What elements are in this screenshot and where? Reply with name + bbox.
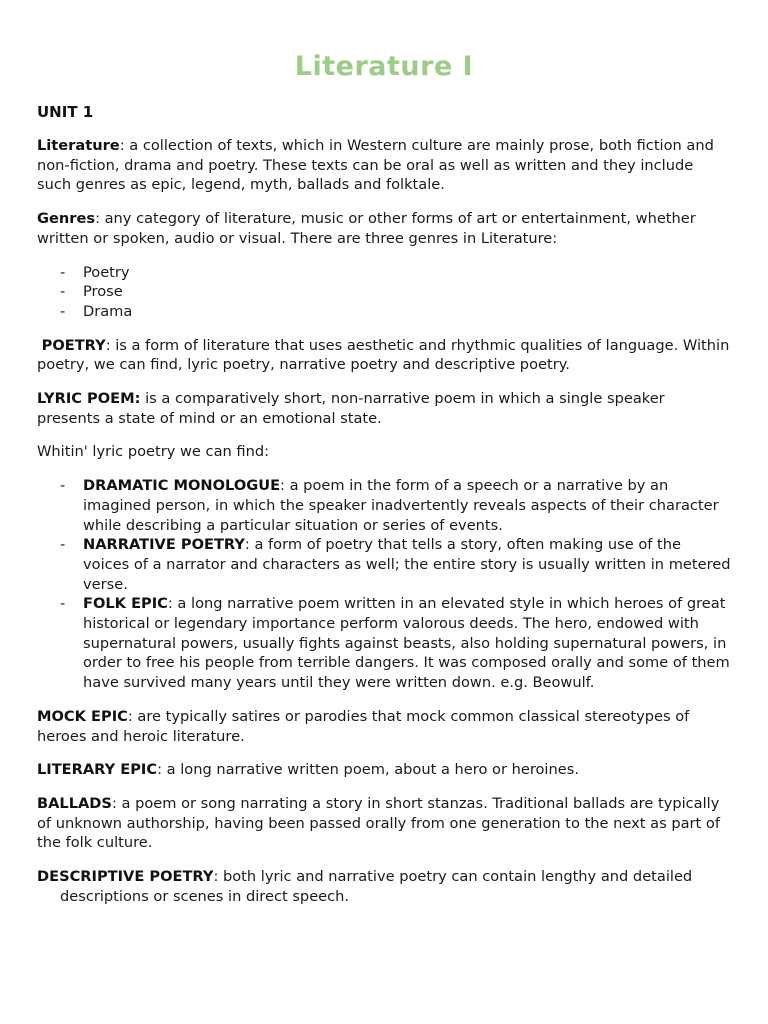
- dash-bullet: -: [60, 595, 66, 613]
- lyric-poem-term: LYRIC POEM:: [37, 390, 141, 408]
- dash-bullet: -: [60, 302, 66, 320]
- document-page: [37, 0, 731, 907]
- descriptive-poetry-term: DESCRIPTIVE POETRY: [37, 868, 214, 886]
- mock-epic-term: MOCK EPIC: [37, 707, 128, 725]
- dash-bullet: -: [60, 283, 66, 301]
- lyric-types-list: [37, 476, 731, 693]
- folk-epic-term: FOLK EPIC: [83, 595, 168, 613]
- dash-bullet: -: [60, 536, 66, 554]
- mock-epic-definition: [37, 707, 731, 746]
- folk-epic-text: : a long narrative poem written in an elevated style in which heroes of great historical or legendary importance perform valorous deeds. The hero, endowed with supernatural powers, usually fights against beasts, also holding supernatural powers, in order to free his people from terrible dangers. It was composed orally and some of them have survived many years until they were written down. e.g. Beowulf.: [83, 595, 730, 692]
- mock-epic-text: : are typically satires or parodies that mock common classical stereotypes of heroes and heroic literature.: [37, 707, 690, 745]
- genres-text: : any category of literature, music or other forms of art or entertainment, whether written or spoken, audio or visual. There are three genres in Literature:: [37, 210, 696, 247]
- list-item: [37, 263, 731, 283]
- literary-epic-text: : a long narrative written poem, about a hero or heroines.: [157, 761, 579, 779]
- list-item: [37, 302, 731, 322]
- literature-definition: [37, 136, 731, 195]
- genres-list: [37, 263, 731, 322]
- poetry-term: POETRY: [41, 336, 106, 354]
- list-item: [37, 535, 731, 594]
- list-item: [37, 594, 731, 693]
- lyric-intro: Whitin' lyric poetry we can find:: [37, 443, 270, 461]
- ballads-term: BALLADS: [37, 794, 112, 812]
- literary-epic-definition: [37, 760, 731, 780]
- list-item: [37, 476, 731, 535]
- dramatic-monologue-term: DRAMATIC MONOLOGUE: [83, 477, 281, 495]
- poetry-definition: [37, 336, 731, 375]
- literature-term: Literature: [37, 137, 120, 154]
- descriptive-poetry-definition: [37, 867, 731, 906]
- lyric-poem-text: is a comparatively short, non-narrative poem in which a single speaker presents a state of mind or an emotional state.: [37, 390, 665, 427]
- descriptive-poetry-text: : both lyric and narrative poetry can contain lengthy and detailed descriptions or scenes in direct speech.: [60, 868, 693, 905]
- narrative-poetry-text: : a form of poetry that tells a story, often making use of the voices of a narrator and characters as well; the entire story is usually written in metered verse.: [83, 536, 731, 593]
- dash-bullet: -: [60, 263, 66, 281]
- lyric-poem-definition: [37, 389, 731, 428]
- genres-term: Genres: [37, 210, 96, 228]
- dramatic-monologue-text: : a poem in the form of a speech or a narrative by an imagined person, in which the speaker inadvertently reveals aspects of their character while describing a particular situation or series of events.: [83, 477, 719, 534]
- list-item-text: Prose: [83, 283, 123, 301]
- document-title: Literature I: [294, 51, 474, 82]
- ballads-definition: [37, 794, 731, 853]
- literary-epic-term: LITERARY EPIC: [37, 761, 158, 779]
- dash-bullet: -: [60, 477, 66, 495]
- narrative-poetry-term: NARRATIVE POETRY: [83, 536, 245, 554]
- ballads-text: : a poem or song narrating a story in short stanzas. Traditional ballads are typically of unknown authorship, having been passed orally from one generation to the next as part of the folk culture.: [37, 794, 720, 852]
- poetry-text: : is a form of literature that uses aesthetic and rhythmic qualities of language. Within poetry, we can find, lyric poetry, narrative poetry and descriptive poetry.: [37, 336, 730, 374]
- unit-heading: UNIT 1: [37, 103, 94, 121]
- genres-definition: [37, 209, 731, 248]
- list-item-text: Drama: [83, 302, 133, 320]
- list-item-text: Poetry: [83, 263, 130, 281]
- literature-text: : a collection of texts, which in Western culture are mainly prose, both fiction and non-fiction, drama and poetry. These texts can be oral as well as written and they include such genres as epic, legend, myth, ballads and folktale.: [37, 137, 714, 194]
- list-item: [37, 282, 731, 302]
